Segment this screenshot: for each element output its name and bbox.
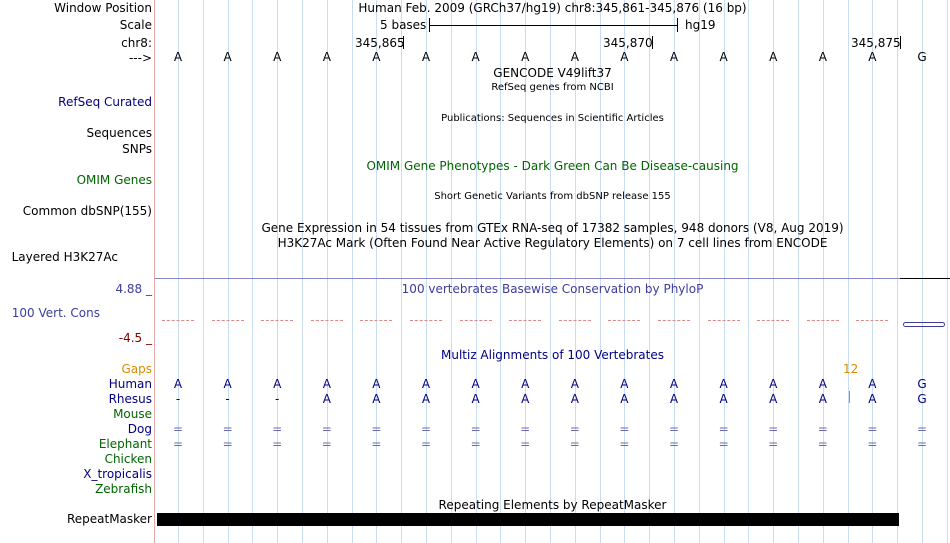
- sequence-base: A: [521, 50, 530, 64]
- sequence-base: A: [372, 50, 381, 64]
- alignment-base: A: [421, 377, 431, 391]
- alignment-base: A: [868, 392, 877, 406]
- alignment-base: =: [371, 437, 382, 451]
- alignment-base: -: [175, 392, 181, 406]
- sequence-base: A: [818, 50, 827, 64]
- conservation-score-mark: [903, 322, 945, 327]
- refseq-curated-label[interactable]: RefSeq Curated: [58, 95, 152, 109]
- alignment-base: =: [272, 422, 283, 436]
- sequence-base: A: [620, 50, 629, 64]
- conservation-score-mark: [360, 320, 392, 321]
- alignment-base: A: [719, 377, 728, 391]
- conservation-score-mark: [559, 320, 591, 321]
- alignment-base: =: [768, 437, 779, 451]
- gap-size-value: 12: [843, 362, 859, 376]
- gtex-track-title: Gene Expression in 54 tissues from GTEx RNA-seq of 17382 samples, 948 donors (V8, Aug 2019): [261, 221, 844, 235]
- sequence-base: A: [719, 50, 728, 64]
- alignment-base: =: [619, 437, 630, 451]
- alignment-base: =: [569, 422, 580, 436]
- species-label-dog[interactable]: Dog: [127, 422, 152, 436]
- coord-tick-label: 345,865: [355, 36, 405, 50]
- strand-label: --->: [128, 51, 152, 65]
- alignment-base: =: [321, 422, 332, 436]
- alignment-base: A: [223, 377, 232, 391]
- sequence-base: A: [868, 50, 877, 64]
- alignment-base: G: [917, 392, 927, 406]
- refseq-track-subtitle: RefSeq genes from NCBI: [491, 82, 614, 93]
- coord-tick-label: 345,875: [851, 36, 901, 50]
- alignment-base: A: [372, 392, 381, 406]
- omim-genes-label[interactable]: OMIM Genes: [76, 173, 152, 187]
- alignment-base: A: [620, 377, 629, 391]
- alignment-base: A: [273, 377, 282, 391]
- alignment-base: =: [272, 437, 283, 451]
- repeatmasker-label[interactable]: RepeatMasker: [66, 512, 152, 526]
- alignment-base: =: [867, 422, 878, 436]
- scale-text: 5 bases: [380, 18, 427, 32]
- h3k27ac-track-title: H3K27Ac Mark (Often Found Near Active Regulatory Elements) on 7 cell lines from ENCODE: [277, 236, 828, 250]
- conservation-score-mark: [460, 320, 492, 321]
- alignment-base: =: [520, 422, 531, 436]
- alignment-base: =: [371, 422, 382, 436]
- alignment-base: A: [818, 392, 827, 406]
- gencode-track-title: GENCODE V49lift37: [493, 66, 612, 80]
- conservation-score-mark: [311, 320, 343, 321]
- alignment-base: =: [470, 437, 481, 451]
- conservation-score-mark: [807, 320, 839, 321]
- sequence-base: A: [669, 50, 679, 64]
- conservation-score-mark: [757, 320, 789, 321]
- sequence-base: A: [173, 50, 183, 64]
- alignment-base: =: [172, 422, 184, 436]
- alignment-base: A: [620, 392, 629, 406]
- alignment-base: -: [225, 392, 230, 406]
- species-label-x-tropicalis[interactable]: X_tropicalis: [83, 467, 152, 481]
- scale-label[interactable]: Scale: [119, 18, 152, 32]
- sequence-base: G: [917, 50, 927, 64]
- layered-h3k27ac-label[interactable]: Layered H3K27Ac: [11, 250, 118, 264]
- species-label-zebrafish[interactable]: Zebrafish: [95, 482, 152, 496]
- alignment-base: A: [818, 377, 827, 391]
- sequence-base: A: [273, 50, 282, 64]
- sequence-base: A: [471, 50, 480, 64]
- alignment-base: A: [173, 377, 183, 391]
- sequence-base: A: [769, 50, 778, 64]
- alignment-base: =: [420, 422, 432, 436]
- species-label-human[interactable]: Human: [108, 377, 152, 391]
- species-label-mouse[interactable]: Mouse: [113, 407, 152, 421]
- sequences-label[interactable]: Sequences: [86, 126, 152, 140]
- repeatmasker-track-title: Repeating Elements by RepeatMasker: [438, 498, 667, 512]
- scale-db: hg19: [685, 18, 716, 32]
- sequence-base: A: [570, 50, 579, 64]
- alignment-base: =: [817, 437, 828, 451]
- alignment-base: A: [322, 377, 331, 391]
- alignment-base: A: [521, 392, 530, 406]
- alignment-base: A: [570, 377, 579, 391]
- gaps-label[interactable]: Gaps: [121, 362, 152, 376]
- snps-label[interactable]: SNPs: [122, 142, 152, 156]
- omim-track-title: OMIM Gene Phenotypes - Dark Green Can Be Disease-causing: [366, 159, 739, 173]
- alignment-base: A: [471, 392, 480, 406]
- sequence-base: A: [223, 50, 232, 64]
- alignment-base: A: [421, 392, 431, 406]
- conservation-score-mark: [658, 320, 690, 321]
- species-label-rhesus[interactable]: Rhesus: [108, 392, 152, 406]
- conservation-score-mark: [162, 320, 194, 321]
- chrom-label[interactable]: chr8:: [121, 36, 152, 50]
- alignment-base: A: [669, 392, 679, 406]
- species-label-elephant[interactable]: Elephant: [98, 437, 152, 451]
- alignment-base: =: [668, 437, 680, 451]
- alignment-base: A: [372, 377, 381, 391]
- vert-cons-label[interactable]: 100 Vert. Cons: [11, 306, 100, 320]
- alignment-base: =: [867, 437, 878, 451]
- dbsnp-track-title: Short Genetic Variants from dbSNP release 155: [434, 191, 671, 202]
- window-position-label[interactable]: Window Position: [54, 1, 152, 15]
- alignment-base: =: [569, 437, 580, 451]
- alignment-base: =: [172, 437, 184, 451]
- conservation-track-title: 100 vertebrates Basewise Conservation by PhyloP: [401, 282, 704, 296]
- conservation-score-mark: [261, 320, 293, 321]
- conservation-score-mark: [212, 320, 244, 321]
- conservation-score-mark: [608, 320, 640, 321]
- conservation-score-mark: [410, 320, 442, 321]
- alignment-base: =: [718, 437, 729, 451]
- alignment-base: A: [322, 392, 331, 406]
- sequence-base: A: [322, 50, 331, 64]
- alignment-base: =: [768, 422, 779, 436]
- conservation-score-mark: [856, 320, 888, 321]
- alignment-base: G: [917, 377, 927, 391]
- common-dbsnp-label[interactable]: Common dbSNP(155): [22, 204, 152, 218]
- species-label-chicken[interactable]: Chicken: [104, 452, 152, 466]
- window-position-value: Human Feb. 2009 (GRCh37/hg19) chr8:345,861-345,876 (16 bp): [358, 1, 747, 15]
- alignment-base: A: [719, 392, 728, 406]
- coord-tick-label: 345,870: [603, 36, 653, 50]
- alignment-base: -: [275, 392, 280, 406]
- alignment-base: A: [669, 377, 679, 391]
- alignment-base: =: [718, 422, 729, 436]
- conservation-score-mark: [509, 320, 541, 321]
- alignment-base: =: [420, 437, 432, 451]
- alignment-base: A: [521, 377, 530, 391]
- alignment-base: A: [769, 392, 778, 406]
- publications-track-title: Publications: Sequences in Scientific Articles: [441, 113, 664, 124]
- alignment-base: =: [520, 437, 531, 451]
- alignment-base: =: [668, 422, 680, 436]
- alignment-base: =: [222, 422, 233, 436]
- sequence-base: A: [421, 50, 431, 64]
- alignment-base: A: [769, 377, 778, 391]
- conservation-max-label: 4.88 _: [115, 282, 152, 296]
- conservation-min-label: -4.5 _: [118, 331, 152, 345]
- alignment-base: A: [868, 377, 877, 391]
- alignment-base: A: [471, 377, 480, 391]
- multiz-track-title: Multiz Alignments of 100 Vertebrates: [440, 348, 665, 362]
- alignment-base: =: [222, 437, 233, 451]
- alignment-base: =: [916, 437, 928, 451]
- alignment-base: A: [570, 392, 579, 406]
- alignment-base: =: [321, 437, 332, 451]
- conservation-score-mark: [708, 320, 740, 321]
- alignment-base: =: [619, 422, 630, 436]
- alignment-base: =: [470, 422, 481, 436]
- alignment-base: =: [916, 422, 928, 436]
- alignment-base: =: [817, 422, 828, 436]
